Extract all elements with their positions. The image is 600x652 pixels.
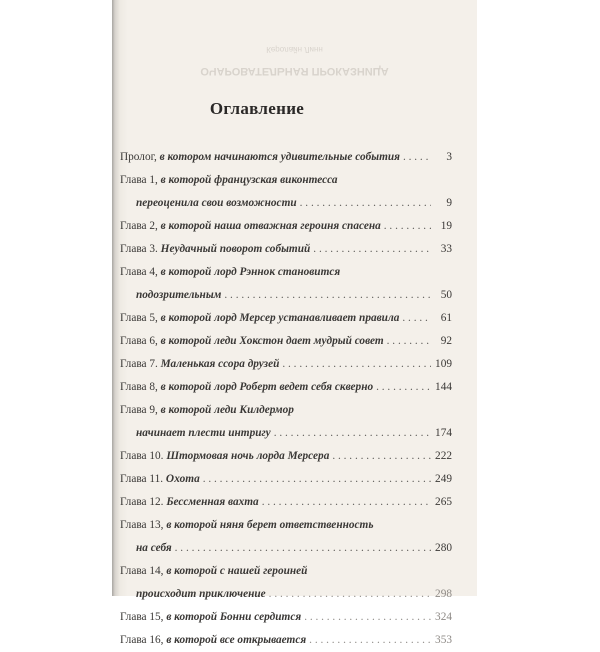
page-number: 19 — [440, 220, 452, 232]
page-number: 265 — [435, 496, 452, 508]
toc-entry-label: Глава 11. — [120, 473, 166, 485]
page-number: 50 — [440, 289, 452, 301]
toc-entry-label: Глава 16, — [120, 634, 167, 646]
toc-entry-title: Неудачный поворот событий — [160, 243, 311, 255]
page-number: 298 — [435, 588, 452, 600]
toc-entry — [120, 192, 452, 215]
page-number: 324 — [435, 611, 452, 623]
toc-entry-label: Глава 14, — [120, 565, 167, 577]
toc-entry — [120, 422, 452, 445]
toc-entry-label: Глава 5, — [120, 312, 161, 324]
dot-leader — [309, 629, 431, 652]
page-number: 61 — [440, 312, 452, 324]
toc-entry-title: в которой Бонни сердится — [166, 611, 302, 623]
book-page — [112, 0, 477, 646]
toc-entry-title: в которой леди Килдермор — [160, 404, 294, 416]
dot-leader — [282, 353, 431, 376]
toc-entry-label: Глава 2, — [120, 220, 161, 232]
toc-entry-title: происходит приключение — [136, 588, 266, 600]
toc-entry — [120, 468, 452, 491]
toc-entry-title: в котором начинаются удивительные события — [159, 151, 400, 163]
dot-leader — [402, 307, 431, 330]
dot-leader — [175, 537, 431, 560]
bleed-author: Керолайн Линн — [266, 45, 323, 54]
toc-entry-title: в которой лорд Роберт ведет себя скверно — [160, 381, 374, 393]
page-number: 9 — [446, 197, 452, 209]
toc-entry-label: Глава 10. — [120, 450, 167, 462]
toc-entry — [120, 514, 452, 537]
page-number: 144 — [435, 381, 452, 393]
bleed-title: ОЧАРОВАТЕЛЬНАЯ ПРОКАЗНИЦА — [200, 65, 389, 77]
toc-entry-label: Пролог, — [120, 151, 160, 163]
toc-entry — [120, 307, 452, 330]
toc-entry-label: Глава 4, — [120, 266, 161, 278]
bleed-through-text — [112, 8, 477, 77]
page-number: 3 — [446, 151, 452, 163]
toc-entry — [120, 169, 452, 192]
dot-leader — [384, 215, 431, 238]
toc-entry-title: переоценила свои возможности — [136, 197, 297, 209]
toc-entry-title: в которой с нашей героиней — [166, 565, 308, 577]
dot-leader — [376, 376, 431, 399]
toc-entry — [120, 238, 452, 261]
toc-entry — [120, 583, 452, 606]
toc-entry — [120, 537, 452, 560]
toc-entry-title: в которой наша отважная героиня спасена — [160, 220, 381, 232]
dot-leader — [269, 583, 431, 606]
page-number: 222 — [435, 450, 452, 462]
toc-entry-title: Маленькая ссора друзей — [160, 358, 280, 370]
toc-entry-label: Глава 3. — [120, 243, 161, 255]
toc-entry — [120, 284, 452, 307]
dot-leader — [203, 468, 431, 491]
dot-leader — [387, 330, 431, 353]
toc-entry-label: Глава 6, — [120, 335, 161, 347]
toc-entry-title: на себя — [136, 542, 172, 554]
toc-entry — [120, 146, 452, 169]
page-number: 174 — [435, 427, 452, 439]
dot-leader — [262, 491, 431, 514]
toc-entry-title: подозрительным — [136, 289, 222, 301]
toc-entry — [120, 353, 452, 376]
toc-entry-label: Глава 9, — [120, 404, 161, 416]
toc-entry-label: Глава 13, — [120, 519, 167, 531]
dot-leader — [313, 238, 431, 261]
toc-entry — [120, 215, 452, 238]
toc-entry-title: Штормовая ночь лорда Мерсера — [166, 450, 330, 462]
table-of-contents — [120, 146, 452, 652]
page-number: 109 — [435, 358, 452, 370]
toc-entry — [120, 376, 452, 399]
toc-entry-title: в которой няня берет ответственность — [166, 519, 374, 531]
page-number: 92 — [440, 335, 452, 347]
toc-heading: Оглавление — [209, 99, 305, 118]
toc-entry — [120, 606, 452, 629]
toc-entry — [120, 491, 452, 514]
dot-leader — [403, 146, 431, 169]
toc-entry-label: Глава 8, — [120, 381, 161, 393]
toc-entry — [120, 261, 452, 284]
toc-entry — [120, 445, 452, 468]
toc-entry — [120, 399, 452, 422]
toc-entry-title: в которой лорд Мерсер устанавливает правила — [160, 312, 400, 324]
toc-entry-title: в которой все открывается — [166, 634, 307, 646]
toc-entry-title: в которой французская виконтесса — [160, 174, 338, 186]
dot-leader — [224, 284, 431, 307]
page-number: 33 — [440, 243, 452, 255]
dot-leader — [274, 422, 431, 445]
toc-entry-title: Бессменная вахта — [166, 496, 259, 508]
toc-entry-label: Глава 1, — [120, 174, 161, 186]
dot-leader — [304, 606, 431, 629]
page-number: 249 — [435, 473, 452, 485]
toc-entry-title: в которой лорд Рэннок становится — [160, 266, 341, 278]
toc-entry — [120, 560, 452, 583]
toc-entry-title: начинает плести интригу — [136, 427, 271, 439]
toc-entry-title: в которой леди Хокстон дает мудрый совет — [160, 335, 384, 347]
toc-entry — [120, 330, 452, 353]
toc-entry-label: Глава 15, — [120, 611, 167, 623]
toc-entry — [120, 629, 452, 652]
dot-leader — [332, 445, 431, 468]
page-number: 280 — [435, 542, 452, 554]
toc-entry-label: Глава 7. — [120, 358, 161, 370]
dot-leader — [300, 192, 431, 215]
toc-entry-label: Глава 12. — [120, 496, 167, 508]
page-number: 353 — [435, 634, 452, 646]
toc-entry-title: Охота — [165, 473, 200, 485]
